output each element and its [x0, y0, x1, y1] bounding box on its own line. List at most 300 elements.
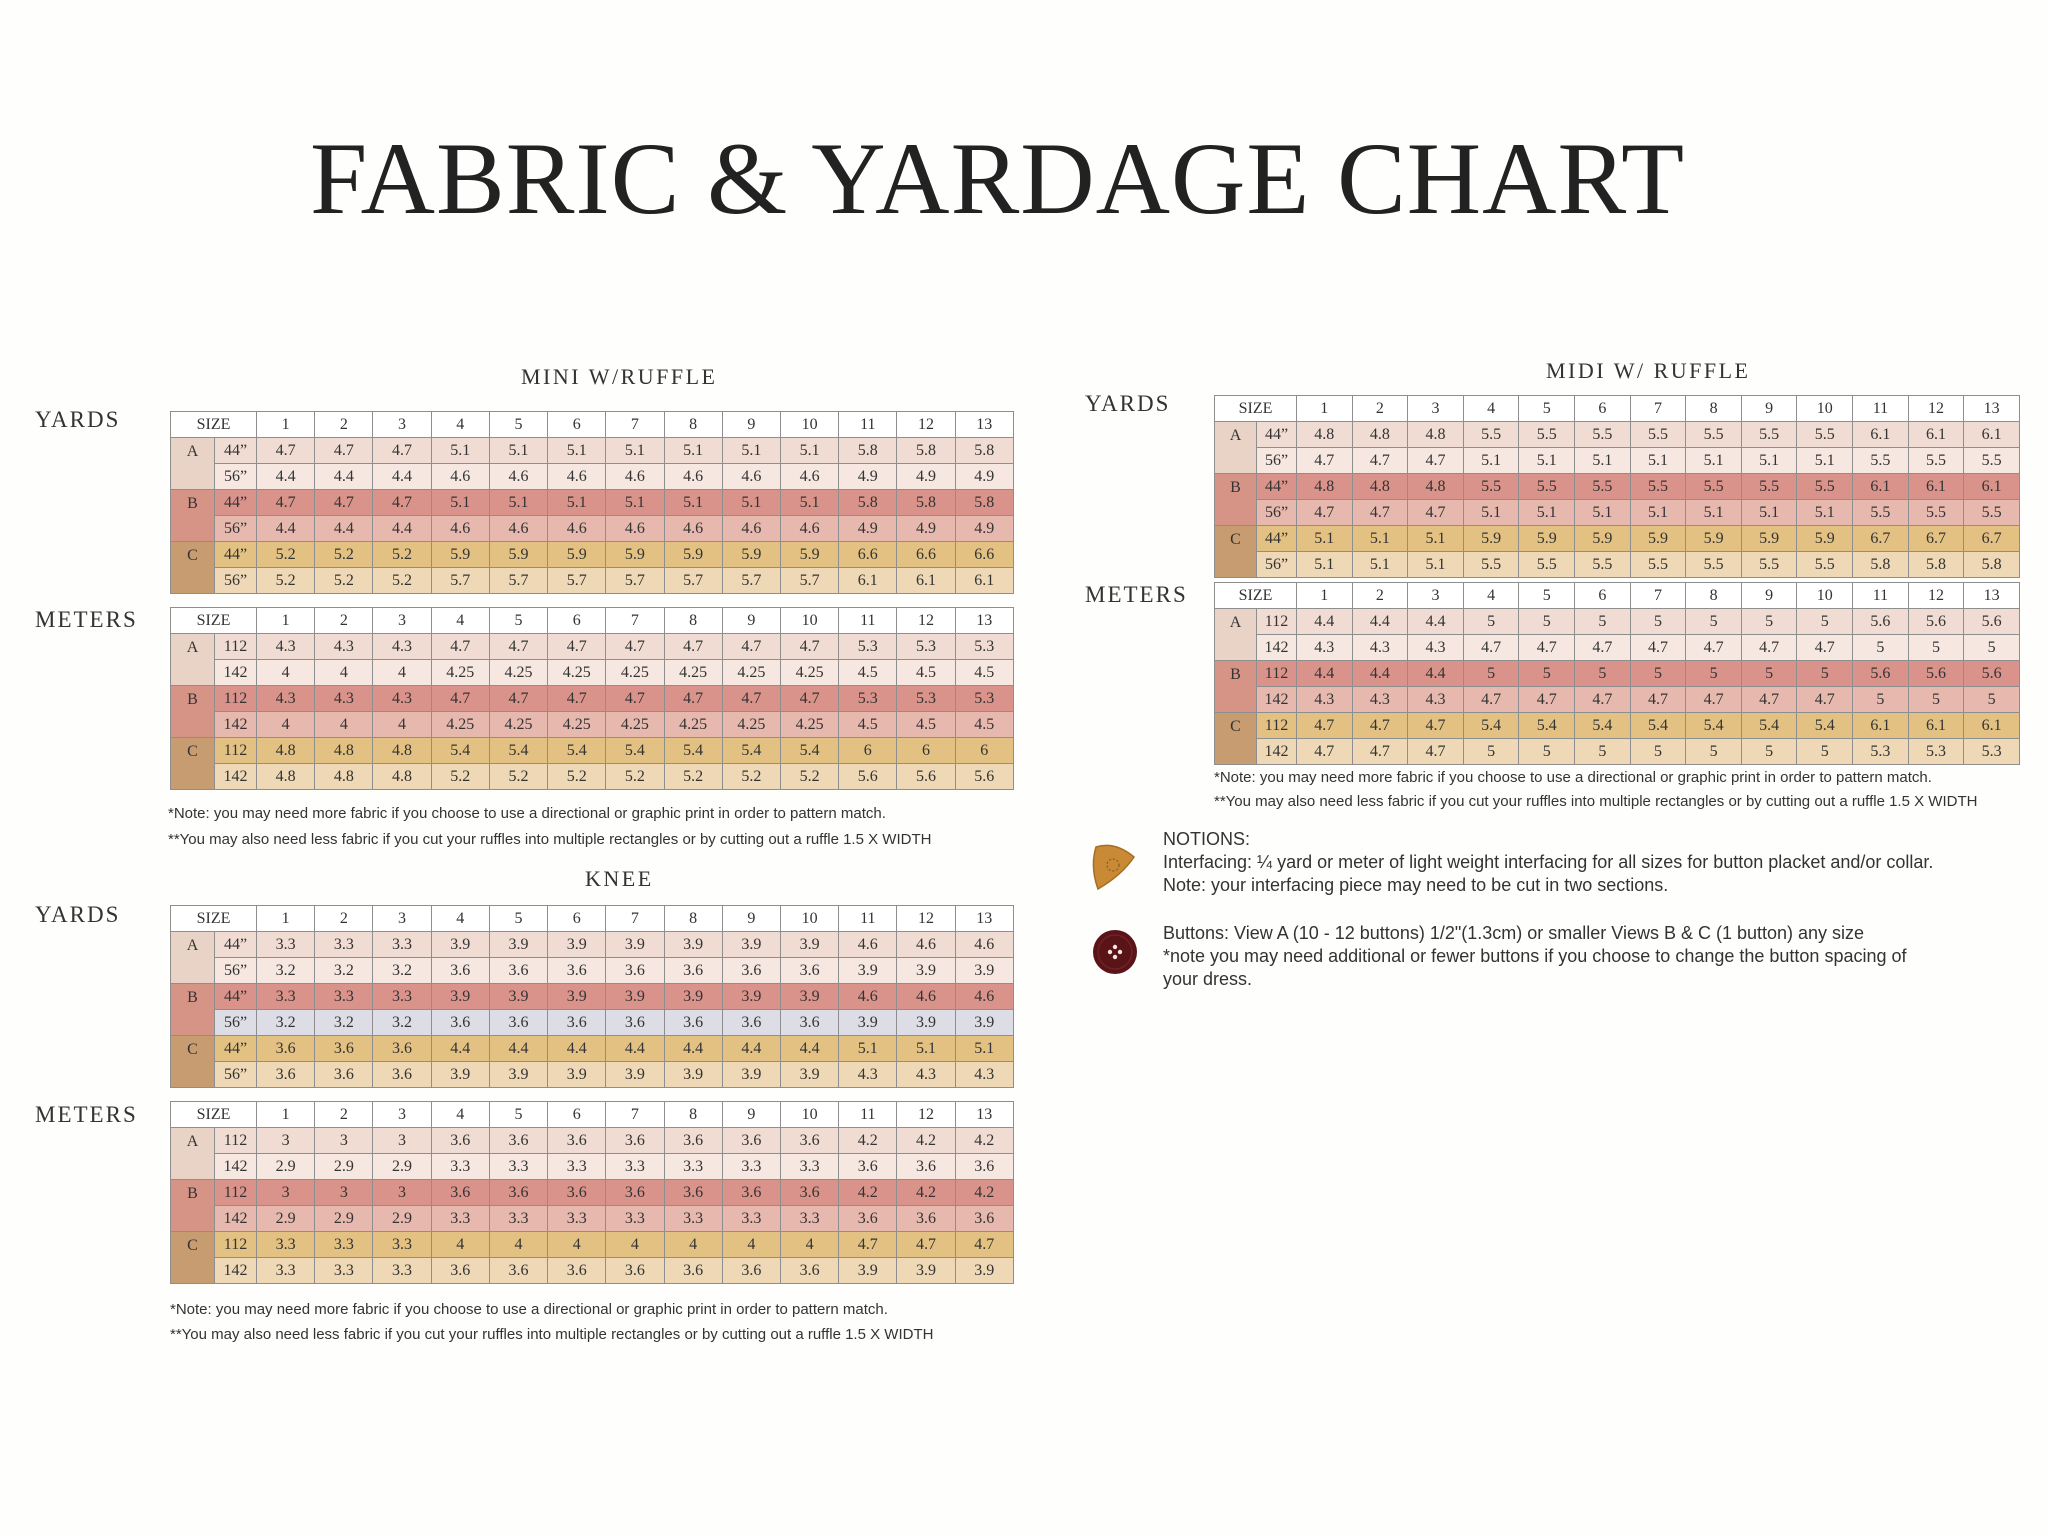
yardage-cell: 3.3	[780, 1154, 838, 1180]
yardage-cell: 5.1	[955, 1036, 1013, 1062]
yardage-cell: 3.3	[373, 984, 431, 1010]
yardage-cell: 3.6	[606, 1180, 664, 1206]
yardage-cell: 5	[1686, 739, 1742, 765]
yardage-cell: 4.7	[1297, 448, 1353, 474]
yardage-cell: 4.6	[431, 464, 489, 490]
yardage-cell: 3.2	[315, 958, 373, 984]
yardage-cell: 5.5	[1908, 500, 1964, 526]
size-col-header: 6	[1575, 396, 1631, 422]
fabric-width-cell: 44”	[215, 542, 257, 568]
yardage-cell: 4	[548, 1232, 606, 1258]
yardage-cell: 5.1	[780, 438, 838, 464]
table-row	[171, 1206, 1014, 1232]
midi-yards-table	[1214, 395, 2020, 578]
fabric-width-cell: 56”	[1257, 448, 1297, 474]
yardage-cell: 3.6	[489, 1128, 547, 1154]
size-col-header: 12	[897, 608, 955, 634]
yardage-cell: 5.1	[1297, 526, 1353, 552]
size-header: SIZE	[171, 1102, 257, 1128]
yardage-cell: 3.6	[548, 1010, 606, 1036]
yardage-cell: 5	[1630, 739, 1686, 765]
yards-label-knee: YARDS	[35, 902, 121, 927]
yardage-cell: 6	[897, 738, 955, 764]
yardage-cell: 4.4	[1352, 661, 1408, 687]
table-row	[171, 1128, 1014, 1154]
yardage-cell: 5.1	[606, 490, 664, 516]
yardage-cell: 3.6	[606, 1128, 664, 1154]
fabric-width-cell: 142	[215, 1154, 257, 1180]
yardage-cell: 4.4	[1408, 661, 1464, 687]
yardage-cell: 3.9	[780, 1062, 838, 1088]
view-label: B	[171, 1180, 215, 1232]
size-col-header: 3	[373, 608, 431, 634]
yardage-cell: 5.3	[1908, 739, 1964, 765]
yardage-cell: 5.8	[897, 438, 955, 464]
yardage-cell: 4.7	[1297, 739, 1353, 765]
yardage-cell: 5.5	[1908, 448, 1964, 474]
size-col-header: 10	[1797, 583, 1853, 609]
yardage-cell: 3.9	[548, 932, 606, 958]
yardage-cell: 5	[1964, 635, 2020, 661]
table-header-row	[171, 1102, 1014, 1128]
yardage-cell: 4.7	[489, 686, 547, 712]
yardage-cell: 4.6	[489, 516, 547, 542]
yardage-cell: 3.9	[780, 932, 838, 958]
yardage-cell: 5.1	[548, 490, 606, 516]
yardage-cell: 5.8	[839, 438, 897, 464]
size-header: SIZE	[1215, 583, 1297, 609]
yardage-cell: 2.9	[373, 1154, 431, 1180]
yardage-cell: 3.6	[489, 1180, 547, 1206]
view-label: B	[1215, 474, 1257, 526]
yardage-cell: 3.3	[257, 932, 315, 958]
size-col-header: 11	[839, 412, 897, 438]
yardage-cell: 4.6	[489, 464, 547, 490]
size-col-header: 4	[431, 608, 489, 634]
fabric-width-cell: 44”	[1257, 474, 1297, 500]
yardage-cell: 4.7	[315, 490, 373, 516]
yardage-cell: 5.1	[1519, 448, 1575, 474]
yardage-cell: 3.9	[606, 1062, 664, 1088]
yardage-cell: 5.5	[1575, 552, 1631, 578]
yardage-cell: 4.2	[897, 1180, 955, 1206]
yardage-cell: 4.7	[373, 490, 431, 516]
view-label: B	[171, 490, 215, 542]
yardage-cell: 4.7	[548, 634, 606, 660]
size-col-header: 2	[315, 608, 373, 634]
fabric-width-cell: 142	[1257, 635, 1297, 661]
yardage-cell: 5	[1630, 661, 1686, 687]
fabric-width-cell: 44”	[215, 1036, 257, 1062]
yardage-cell: 3.9	[548, 984, 606, 1010]
yardage-cell: 4.5	[955, 712, 1013, 738]
yardage-cell: 4.4	[373, 464, 431, 490]
yardage-cell: 3	[373, 1128, 431, 1154]
yardage-cell: 3.6	[955, 1206, 1013, 1232]
yardage-cell: 5	[1575, 739, 1631, 765]
yardage-cell: 5.1	[780, 490, 838, 516]
yardage-cell: 6.7	[1908, 526, 1964, 552]
yardage-cell: 5.5	[1797, 552, 1853, 578]
size-col-header: 1	[257, 1102, 315, 1128]
size-col-header: 9	[722, 1102, 780, 1128]
yardage-cell: 5.1	[664, 490, 722, 516]
yardage-cell: 4.6	[664, 516, 722, 542]
yardage-cell: 5.5	[1630, 422, 1686, 448]
yardage-cell: 3.3	[373, 1232, 431, 1258]
yardage-cell: 5.4	[1797, 713, 1853, 739]
yardage-cell: 3.9	[722, 1062, 780, 1088]
yardage-cell: 4.4	[373, 516, 431, 542]
yardage-cell: 4.5	[839, 712, 897, 738]
yardage-cell: 2.9	[315, 1206, 373, 1232]
yardage-cell: 6.1	[1964, 422, 2020, 448]
yardage-cell: 3.6	[431, 1258, 489, 1284]
size-col-header: 7	[606, 906, 664, 932]
yardage-cell: 3.6	[722, 1180, 780, 1206]
notions-heading: NOTIONS:	[1163, 829, 1251, 849]
yardage-cell: 4.9	[839, 516, 897, 542]
yardage-cell: 4.8	[1297, 422, 1353, 448]
yardage-cell: 5.6	[1908, 609, 1964, 635]
yardage-cell: 5.5	[1575, 474, 1631, 500]
section-title-mini: MINI W/RUFFLE	[521, 364, 718, 389]
yardage-cell: 4.2	[839, 1180, 897, 1206]
fabric-width-cell: 142	[215, 1258, 257, 1284]
yardage-cell: 5.4	[489, 738, 547, 764]
size-col-header: 2	[315, 1102, 373, 1128]
size-col-header: 2	[315, 906, 373, 932]
section-title-midi: MIDI W/ RUFFLE	[1546, 358, 1751, 383]
size-col-header: 9	[1741, 583, 1797, 609]
yardage-cell: 5.4	[1741, 713, 1797, 739]
size-col-header: 13	[955, 412, 1013, 438]
yardage-cell: 5.5	[1964, 448, 2020, 474]
yardage-cell: 4.9	[955, 464, 1013, 490]
yardage-cell: 5.5	[1463, 474, 1519, 500]
table-header-row	[1215, 583, 2020, 609]
fabric-width-cell: 112	[215, 634, 257, 660]
yardage-cell: 3.9	[780, 984, 838, 1010]
table-row	[1215, 474, 2020, 500]
yardage-cell: 3.3	[722, 1154, 780, 1180]
yardage-cell: 3.6	[431, 1128, 489, 1154]
yardage-cell: 4.25	[780, 712, 838, 738]
yardage-cell: 5.4	[1686, 713, 1742, 739]
table-row	[1215, 448, 2020, 474]
yardage-cell: 5.1	[431, 490, 489, 516]
yardage-cell: 4.7	[1686, 687, 1742, 713]
yardage-cell: 5.4	[548, 738, 606, 764]
yardage-cell: 4.3	[257, 686, 315, 712]
yards-label-mini: YARDS	[35, 407, 121, 432]
yardage-cell: 5.9	[606, 542, 664, 568]
yardage-cell: 5	[1686, 661, 1742, 687]
size-col-header: 7	[1630, 396, 1686, 422]
fabric-width-cell: 112	[1257, 713, 1297, 739]
yardage-cell: 4	[780, 1232, 838, 1258]
yardage-cell: 5.5	[1519, 422, 1575, 448]
yardage-cell: 4	[315, 712, 373, 738]
yardage-cell: 5	[1575, 609, 1631, 635]
yardage-cell: 4.7	[1575, 635, 1631, 661]
yardage-cell: 5	[1853, 635, 1909, 661]
yardage-cell: 3.3	[431, 1154, 489, 1180]
buttons-line-2: *note you may need additional or fewer buttons if you choose to change the button spacing of	[1163, 946, 1907, 966]
yardage-cell: 3.3	[664, 1154, 722, 1180]
yardage-cell: 5	[1741, 609, 1797, 635]
yardage-cell: 3.6	[548, 958, 606, 984]
yardage-cell: 3.2	[373, 958, 431, 984]
yardage-cell: 5.2	[373, 568, 431, 594]
yardage-cell: 4.8	[1297, 474, 1353, 500]
table-row	[171, 1010, 1014, 1036]
yardage-cell: 3.6	[257, 1062, 315, 1088]
yardage-cell: 5.5	[1797, 474, 1853, 500]
yardage-cell: 4.4	[257, 516, 315, 542]
yardage-cell: 4.7	[1297, 713, 1353, 739]
yardage-cell: 4.7	[955, 1232, 1013, 1258]
yardage-cell: 4.9	[839, 464, 897, 490]
yardage-cell: 4.7	[606, 686, 664, 712]
yardage-cell: 3.3	[548, 1206, 606, 1232]
yardage-cell: 3.3	[315, 1258, 373, 1284]
yardage-cell: 5.4	[1519, 713, 1575, 739]
yardage-cell: 3.6	[722, 958, 780, 984]
size-col-header: 3	[373, 906, 431, 932]
yardage-cell: 4.7	[1297, 500, 1353, 526]
yardage-cell: 4	[257, 712, 315, 738]
yardage-cell: 4.9	[955, 516, 1013, 542]
table-row	[1215, 713, 2020, 739]
yardage-cell: 3.3	[606, 1206, 664, 1232]
yardage-cell: 4.7	[1408, 500, 1464, 526]
interfacing-line-1: Interfacing: ¼ yard or meter of light weight interfacing for all sizes for button placket and/or collar.	[1163, 852, 1934, 872]
yardage-cell: 5.5	[1575, 422, 1631, 448]
yardage-cell: 4.7	[373, 438, 431, 464]
yardage-cell: 5.1	[1352, 526, 1408, 552]
size-col-header: 6	[548, 412, 606, 438]
yardage-cell: 5	[1519, 739, 1575, 765]
yardage-cell: 3.6	[664, 1010, 722, 1036]
yardage-cell: 4.25	[489, 712, 547, 738]
yardage-cell: 5.9	[1797, 526, 1853, 552]
table-header-row	[1215, 396, 2020, 422]
yardage-cell: 5	[1964, 687, 2020, 713]
yardage-cell: 4.4	[606, 1036, 664, 1062]
yardage-cell: 3.3	[606, 1154, 664, 1180]
yardage-cell: 3.6	[606, 1258, 664, 1284]
yardage-cell: 4.7	[548, 686, 606, 712]
table-row	[171, 1258, 1014, 1284]
yardage-cell: 5.1	[489, 490, 547, 516]
size-col-header: 8	[664, 1102, 722, 1128]
yardage-cell: 5.2	[606, 764, 664, 790]
yardage-cell: 5.5	[1463, 422, 1519, 448]
yardage-cell: 3.9	[722, 984, 780, 1010]
yardage-cell: 4.8	[315, 738, 373, 764]
size-col-header: 5	[489, 608, 547, 634]
yardage-cell: 5.5	[1463, 552, 1519, 578]
yardage-cell: 3.3	[373, 1258, 431, 1284]
yardage-cell: 2.9	[373, 1206, 431, 1232]
table-row	[171, 1180, 1014, 1206]
yardage-cell: 6.1	[1853, 713, 1909, 739]
yardage-cell: 4.7	[1519, 635, 1575, 661]
table-row	[171, 660, 1014, 686]
fabric-width-cell: 56”	[215, 958, 257, 984]
yardage-cell: 3.9	[897, 958, 955, 984]
yardage-cell: 3.6	[431, 1180, 489, 1206]
size-col-header: 2	[1352, 583, 1408, 609]
yardage-cell: 5.3	[839, 686, 897, 712]
yardage-cell: 5.3	[839, 634, 897, 660]
fabric-width-cell: 44”	[1257, 526, 1297, 552]
yardage-cell: 4.7	[839, 1232, 897, 1258]
yardage-cell: 3.6	[489, 1010, 547, 1036]
yardage-cell: 5	[1519, 661, 1575, 687]
yardage-cell: 6.6	[955, 542, 1013, 568]
view-label: C	[171, 542, 215, 594]
size-col-header: 3	[373, 412, 431, 438]
yardage-cell: 3.9	[606, 932, 664, 958]
yardage-cell: 3.3	[664, 1206, 722, 1232]
view-label: A	[171, 438, 215, 490]
yardage-cell: 4.25	[489, 660, 547, 686]
yardage-cell: 4.7	[1408, 739, 1464, 765]
yardage-cell: 4.3	[1297, 635, 1353, 661]
yardage-cell: 5.5	[1686, 422, 1742, 448]
yardage-cell: 3.6	[780, 1180, 838, 1206]
yardage-cell: 5.1	[1630, 448, 1686, 474]
yardage-cell: 5.1	[664, 438, 722, 464]
table-row	[1215, 739, 2020, 765]
size-col-header: 12	[897, 906, 955, 932]
mini-note-2: **You may also need less fabric if you cut your ruffles into multiple rectangles or by cutting out a ruffle 1.5 X WIDTH	[168, 831, 932, 848]
yardage-cell: 4.2	[897, 1128, 955, 1154]
size-col-header: 7	[1630, 583, 1686, 609]
size-col-header: 4	[431, 906, 489, 932]
yardage-cell: 4.7	[431, 634, 489, 660]
size-col-header: 11	[1853, 396, 1909, 422]
yardage-cell: 4	[373, 660, 431, 686]
meters-label-knee: METERS	[35, 1102, 138, 1127]
yardage-cell: 5.9	[431, 542, 489, 568]
yardage-cell: 4.7	[1352, 448, 1408, 474]
yardage-cell: 3.9	[431, 1062, 489, 1088]
fabric-width-cell: 44”	[215, 438, 257, 464]
knee-note-1: *Note: you may need more fabric if you choose to use a directional or graphic print in order to pattern match.	[170, 1301, 888, 1318]
yardage-cell: 4.7	[1575, 687, 1631, 713]
yardage-cell: 3.2	[257, 958, 315, 984]
yardage-cell: 5	[1908, 635, 1964, 661]
yardage-cell: 4.8	[1408, 422, 1464, 448]
size-col-header: 8	[1686, 583, 1742, 609]
yardage-cell: 4.25	[664, 712, 722, 738]
yardage-cell: 3.9	[897, 1258, 955, 1284]
yardage-cell: 5.2	[722, 764, 780, 790]
midi-note-1: *Note: you may need more fabric if you choose to use a directional or graphic print in order to pattern match.	[1214, 769, 1932, 786]
yardage-cell: 5.6	[1853, 609, 1909, 635]
yardage-cell: 5.6	[1964, 661, 2020, 687]
yardage-cell: 3.9	[664, 932, 722, 958]
size-col-header: 8	[664, 608, 722, 634]
yardage-cell: 6.7	[1853, 526, 1909, 552]
yardage-cell: 5.2	[664, 764, 722, 790]
yardage-cell: 3.9	[722, 932, 780, 958]
fabric-width-cell: 56”	[215, 464, 257, 490]
yardage-cell: 3.2	[373, 1010, 431, 1036]
yardage-cell: 3.3	[315, 932, 373, 958]
yardage-cell: 4.6	[955, 984, 1013, 1010]
yardage-cell: 5.9	[1630, 526, 1686, 552]
yardage-cell: 5.6	[839, 764, 897, 790]
yardage-cell: 5.6	[1964, 609, 2020, 635]
yardage-cell: 4.25	[722, 660, 780, 686]
yardage-cell: 3.6	[489, 958, 547, 984]
view-label: C	[1215, 713, 1257, 765]
yardage-cell: 4.3	[1408, 635, 1464, 661]
yardage-cell: 5.1	[1463, 500, 1519, 526]
size-col-header: 11	[839, 1102, 897, 1128]
yardage-cell: 4.7	[1797, 635, 1853, 661]
yardage-cell: 5.1	[489, 438, 547, 464]
size-header: SIZE	[171, 412, 257, 438]
buttons-block	[1163, 922, 1907, 991]
size-col-header: 9	[722, 608, 780, 634]
size-col-header: 12	[1908, 396, 1964, 422]
size-col-header: 13	[955, 608, 1013, 634]
table-row	[171, 738, 1014, 764]
size-col-header: 4	[431, 412, 489, 438]
fabric-width-cell: 112	[215, 686, 257, 712]
meters-label-midi: METERS	[1085, 582, 1188, 607]
yardage-cell: 5.2	[489, 764, 547, 790]
yardage-cell: 4.7	[1741, 687, 1797, 713]
yardage-cell: 5.7	[431, 568, 489, 594]
yardage-cell: 3.6	[839, 1154, 897, 1180]
fabric-width-cell: 112	[1257, 661, 1297, 687]
yardage-cell: 3.6	[548, 1128, 606, 1154]
button-icon	[1092, 929, 1138, 975]
yardage-cell: 4.3	[897, 1062, 955, 1088]
yardage-cell: 3.9	[489, 984, 547, 1010]
yardage-cell: 5.3	[955, 686, 1013, 712]
yardage-cell: 4.8	[373, 738, 431, 764]
yardage-cell: 5.9	[1463, 526, 1519, 552]
yardage-cell: 5	[1463, 739, 1519, 765]
yardage-cell: 3.3	[431, 1206, 489, 1232]
yardage-cell: 4.6	[548, 516, 606, 542]
yardage-cell: 4.7	[257, 438, 315, 464]
yardage-cell: 6.1	[1908, 422, 1964, 448]
yardage-cell: 4.7	[257, 490, 315, 516]
yardage-cell: 5.1	[722, 438, 780, 464]
size-col-header: 11	[839, 608, 897, 634]
yardage-cell: 4.7	[1463, 635, 1519, 661]
yardage-cell: 5.2	[431, 764, 489, 790]
yardage-cell: 3.6	[315, 1062, 373, 1088]
yardage-cell: 5.6	[897, 764, 955, 790]
yardage-cell: 5	[1463, 609, 1519, 635]
yardage-cell: 4.7	[1352, 739, 1408, 765]
yardage-cell: 5.8	[839, 490, 897, 516]
yardage-cell: 5.7	[606, 568, 664, 594]
yardage-cell: 4.25	[780, 660, 838, 686]
yardage-cell: 2.9	[315, 1154, 373, 1180]
fabric-width-cell: 56”	[215, 516, 257, 542]
size-col-header: 10	[780, 906, 838, 932]
